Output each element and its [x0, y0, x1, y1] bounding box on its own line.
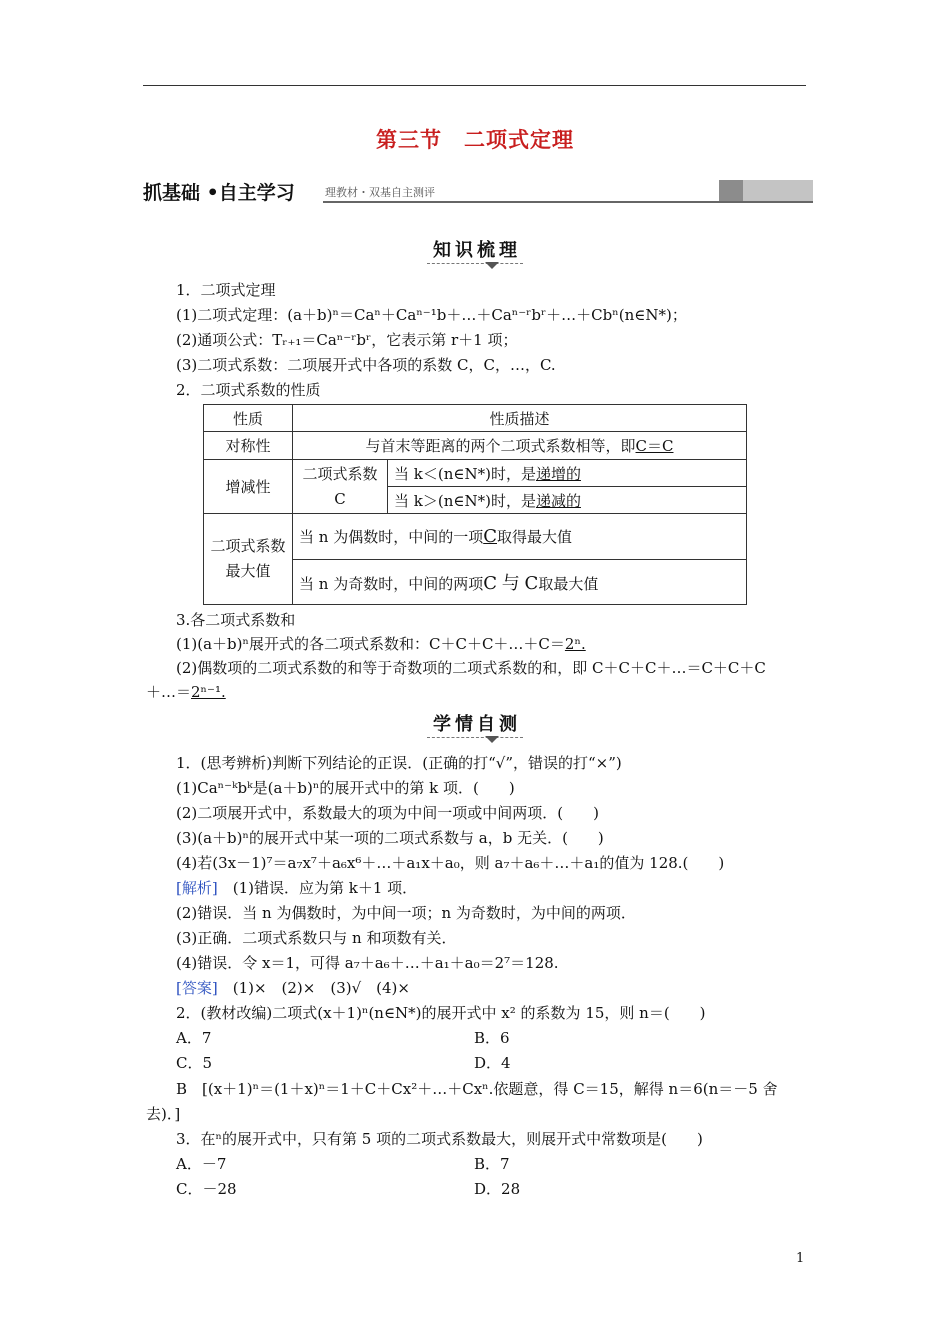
q2-option: A．7 — [176, 1029, 212, 1047]
page-title: 第三节 二项式定理 — [376, 127, 574, 152]
table-cell: 二项式系数最大值 — [204, 514, 293, 605]
k1-heading: 1．二项式定理 — [176, 281, 276, 299]
q2-answer: B [(x＋1)ⁿ＝(1＋x)ⁿ＝1＋C＋Cx²＋…＋Cxⁿ.依题意，得 C＝15，解得 n＝6(n＝－5 舍 — [176, 1080, 778, 1098]
section-sublabel: 理教材・双基自主测评 — [325, 186, 435, 199]
section-bar — [143, 178, 813, 204]
q3-option: A．－7 — [176, 1155, 227, 1173]
q3-stem: 3．在ⁿ的展开式中，只有第 5 项的二项式系数最大，则展开式中常数项是( ) — [176, 1130, 703, 1148]
k1-line2: (2)通项公式：Tᵣ₊₁＝Caⁿ⁻ʳbʳ，它表示第 r＋1 项； — [176, 331, 518, 349]
q2-answer-cont: 去)．] — [146, 1105, 181, 1123]
table-cell: 当 n 为偶数时，中间的一项C取得最大值 — [293, 514, 747, 560]
header-rule — [143, 85, 806, 86]
q1-item: (3)(a＋b)ⁿ的展开式中某一项的二项式系数与 a，b 无关．( ) — [176, 829, 604, 847]
q2-option: B．6 — [474, 1029, 510, 1047]
k3-heading: 3.各二项式系数和 — [176, 611, 296, 629]
k3-line3: ＋…＝2ⁿ⁻¹. — [146, 683, 226, 701]
table-header: 性质 — [204, 405, 293, 432]
table-cell: 当 k＞(n∈N*)时，是递减的 — [388, 487, 747, 514]
k2-heading: 2．二项式系数的性质 — [176, 381, 321, 399]
section-block-dark — [719, 180, 743, 201]
page-number: 1 — [796, 1251, 805, 1266]
k1-line1: (1)二项式定理：(a＋b)ⁿ＝Caⁿ＋Caⁿ⁻¹b＋…＋Caⁿ⁻ʳbʳ＋…＋Cbⁿ(n∈N*)； — [176, 306, 687, 324]
q1-analysis-line: (2)错误．当 n 为偶数时，为中间一项；n 为奇数时，为中间的两项． — [176, 904, 636, 922]
section-label: 抓基础 •自主学习 — [143, 182, 295, 204]
q1-analysis-line: (4)错误．令 x＝1，可得 a₇＋a₆＋…＋a₁＋a₀＝2⁷＝128. — [176, 954, 559, 972]
k1-line3: (3)二项式系数：二项展开式中各项的系数 C，C，…，C. — [176, 356, 556, 374]
section-block-light — [743, 180, 813, 201]
q1-item: (2)二项展开式中，系数最大的项为中间一项或中间两项．( ) — [176, 804, 599, 822]
heading-selftest: 学情自测 — [0, 710, 950, 738]
q3-option: B．7 — [474, 1155, 510, 1173]
heading-arrow-icon — [485, 736, 499, 743]
q1-stem: 1．(思考辨析)判断下列结论的正误．(正确的打“√”，错误的打“×”) — [176, 754, 622, 772]
k3-line2: (2)偶数项的二项式系数的和等于奇数项的二项式系数的和，即 C＋C＋C＋…＝C＋C＋C — [176, 659, 766, 677]
q3-option: C．－28 — [176, 1180, 237, 1198]
table-cell: 对称性 — [204, 432, 293, 460]
table-cell: 增减性 — [204, 460, 293, 514]
q2-option: D．4 — [474, 1054, 511, 1072]
q2-stem: 2．(教材改编)二项式(x＋1)ⁿ(n∈N*)的展开式中 x² 的系数为 15，则 n＝( ) — [176, 1004, 706, 1022]
q1-item: (4)若(3x－1)⁷＝a₇x⁷＋a₆x⁶＋…＋a₁x＋a₀，则 a₇＋a₆＋…＋a₁的值为 128.( ) — [176, 854, 725, 872]
table-cell: 当 k＜(n∈N*)时，是递增的 — [388, 460, 747, 487]
q1-analysis-line: (3)正确．二项式系数只与 n 和项数有关． — [176, 929, 457, 947]
properties-table — [203, 404, 747, 605]
q1-analysis: [解析] (1)错误．应为第 k＋1 项． — [176, 879, 418, 897]
q3-option: D．28 — [474, 1180, 521, 1198]
table-cell: 二项式系数C — [293, 460, 388, 514]
table-header: 性质描述 — [293, 405, 747, 432]
q1-answer: [答案] (1)× (2)× (3)√ (4)× — [176, 979, 410, 997]
table-cell: 与首末等距离的两个二项式系数相等，即C＝C — [293, 432, 747, 460]
q1-item: (1)Caⁿ⁻ᵏbᵏ是(a＋b)ⁿ的展开式中的第 k 项．( ) — [176, 779, 515, 797]
table-cell: 当 n 为奇数时，中间的两项C 与 C取最大值 — [293, 560, 747, 605]
heading-arrow-icon — [485, 262, 499, 269]
section-rule — [323, 201, 813, 203]
q2-option: C．5 — [176, 1054, 213, 1072]
heading-knowledge: 知识梳理 — [0, 236, 950, 264]
k3-line1: (1)(a＋b)ⁿ展开式的各二项式系数和：C＋C＋C＋…＋C＝2ⁿ. — [176, 635, 586, 653]
